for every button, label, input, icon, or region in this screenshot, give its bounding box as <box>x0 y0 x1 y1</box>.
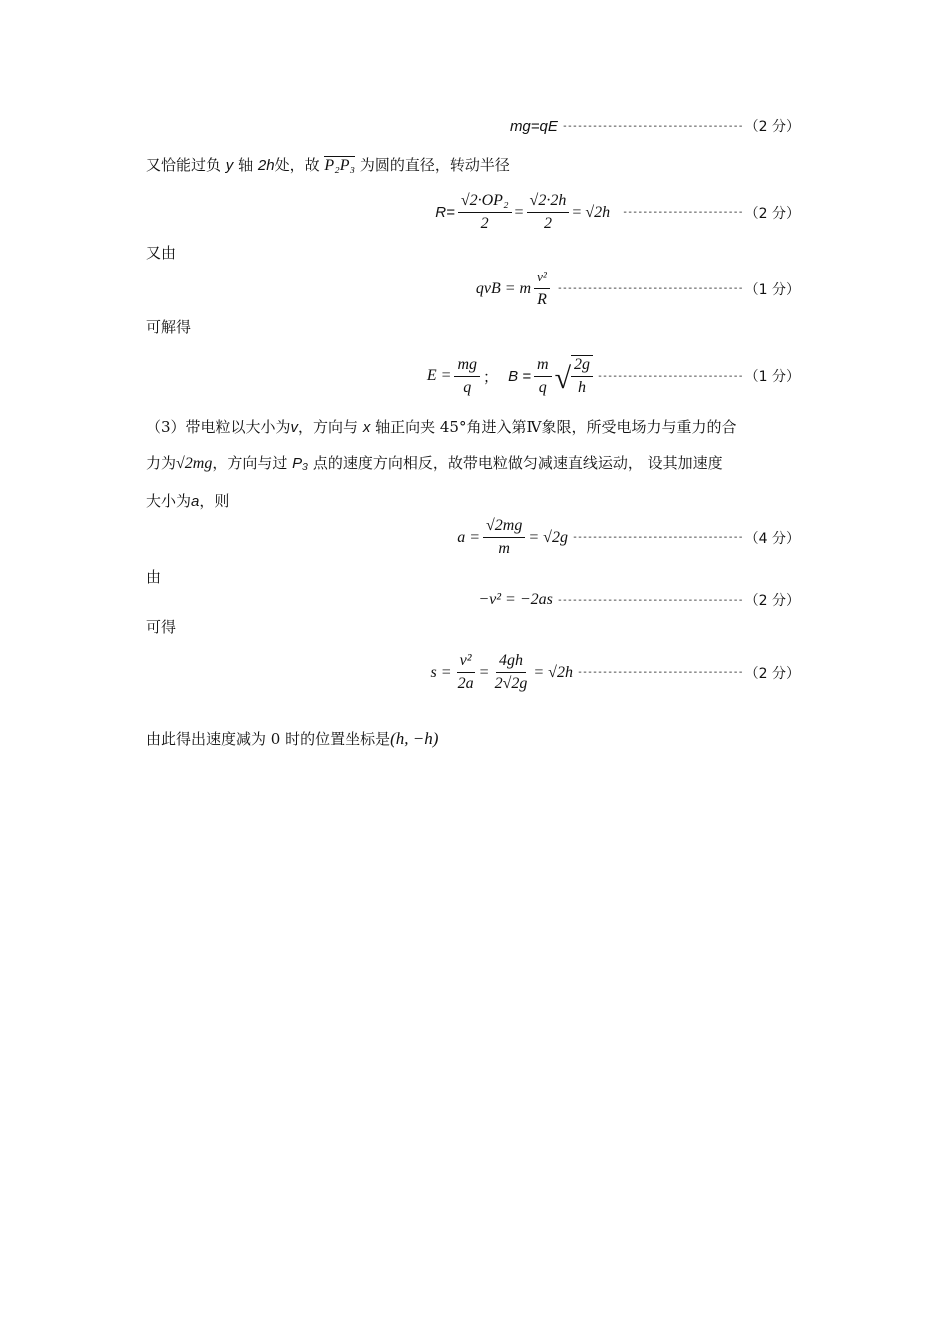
fraction <box>527 192 570 233</box>
text: 为圆的直径，转动半径 <box>359 156 510 174</box>
equation-acceleration <box>457 517 800 558</box>
var-2h: 2h <box>257 157 275 174</box>
var-a: a <box>191 493 200 510</box>
text-ke-de: 可得 <box>146 618 177 636</box>
denominator: q <box>538 378 547 396</box>
numerator: √2·OP₂ <box>458 192 512 213</box>
fraction <box>492 652 531 693</box>
fraction <box>454 356 480 397</box>
denominator: 2√2g <box>494 675 528 692</box>
radical: √ $\frac{2g}{h}$ <box>555 355 593 397</box>
result: = √2g <box>528 528 568 546</box>
lhs: R= <box>435 204 455 221</box>
score: （2 分） <box>744 593 800 609</box>
text: 由此得出速度减为 0 时的位置坐标是 <box>146 730 391 748</box>
score: （2 分） <box>744 665 800 682</box>
fraction <box>483 517 525 558</box>
dash-leader: ------------------------------------ <box>561 120 743 132</box>
denominator: m <box>498 540 510 557</box>
formula: −v² = −2as <box>478 591 553 608</box>
text: 点的速度方向相反，故带电粒做匀减速直线运动， 设其加速度 <box>312 454 723 472</box>
equation-mg-qe <box>510 116 800 136</box>
text: 又恰能过负 <box>146 156 222 174</box>
numerator: 4gh <box>496 652 526 673</box>
dash-leader: ------------------------------------- <box>556 594 743 606</box>
equation-displacement: s = $\frac{\text{v²}}{2a}$ = $\frac{4gh}{2√2g}$ = √2h --------------------------------- （2 分） <box>430 652 800 692</box>
lhs-b: B = <box>508 367 531 385</box>
force: √2mg <box>176 455 213 472</box>
paragraph-part3-line3 <box>146 490 800 513</box>
lhs: a = <box>457 528 481 546</box>
denominator: R <box>537 291 547 308</box>
dash-leader: ------------------------------------- <box>556 283 743 294</box>
chord-p2p3: P₂P₃ <box>324 157 356 174</box>
fraction <box>458 192 512 233</box>
text-ke-jiede: 可解得 <box>146 318 192 336</box>
numerator: v² <box>457 652 475 673</box>
denominator: h <box>578 379 587 396</box>
denominator: 2 <box>480 215 489 232</box>
fraction <box>534 356 552 397</box>
text-you-you: 又由 <box>146 244 177 262</box>
denominator: 2 <box>543 215 552 232</box>
lhs: s = <box>430 663 452 681</box>
text: ，方向与 <box>298 418 359 436</box>
numerator: 2g <box>571 356 593 377</box>
score: （2 分） <box>744 205 800 222</box>
denominator: 2a <box>457 675 474 692</box>
score: （4 分） <box>744 530 800 547</box>
paragraph-part3-line1 <box>146 416 800 439</box>
lhs-e: E = <box>426 367 452 384</box>
equation-radius: R= $\frac{\text{√2·OP₂}}{2}$ = $\frac{√2\cdot 2h}{2}$ = √2h ------------------------ （2 分） <box>435 192 800 232</box>
score: （1 分） <box>744 369 800 385</box>
dash-leader: ---------------------------------- <box>571 532 743 543</box>
coordinate: (h, −h) <box>390 729 439 748</box>
equation-lorentz <box>476 268 800 309</box>
text: 力为 <box>146 454 177 472</box>
lhs: qvB = m <box>475 279 532 297</box>
text-you: 由 <box>146 568 162 586</box>
text: 大小为 <box>146 492 192 510</box>
dash-leader: ------------------------ <box>622 207 743 218</box>
point-p3: P₃ <box>292 455 309 472</box>
text: 处，故 <box>274 156 320 174</box>
fraction <box>534 268 550 309</box>
paragraph-diameter <box>146 154 800 177</box>
dash-leader: --------------------------------- <box>576 667 743 678</box>
numerator: mg <box>454 356 480 377</box>
text: （3）带电粒以大小为 <box>146 418 291 436</box>
text: 轴正向夹 45°角进入第Ⅳ象限，所受电场力与重力的合 <box>375 418 737 436</box>
paragraph-conclusion <box>146 728 800 750</box>
numerator: √2·2h <box>527 192 570 213</box>
equation-kinematics <box>478 590 800 610</box>
fraction <box>571 355 593 397</box>
score: （2 分） <box>744 119 800 135</box>
paragraph-part3-line2 <box>146 452 800 475</box>
numerator: √2mg <box>483 517 525 538</box>
denominator: q <box>463 378 472 396</box>
separator: ； <box>483 367 499 386</box>
numerator: m <box>534 356 552 377</box>
var-y: y <box>225 157 234 174</box>
result: √2h <box>585 203 611 221</box>
result: = √2h <box>533 663 573 681</box>
numerator: v² <box>534 268 550 289</box>
text: ，则 <box>199 492 230 510</box>
text: ，方向与过 <box>212 454 288 472</box>
var-x: x <box>362 419 371 436</box>
text: 轴 <box>238 156 254 174</box>
var-v: v <box>290 419 299 436</box>
dash-leader: ----------------------------- <box>597 370 743 382</box>
score: （1 分） <box>744 281 800 298</box>
formula: mg=qE <box>509 117 558 135</box>
equation-e-b <box>427 355 800 397</box>
fraction <box>455 652 477 693</box>
